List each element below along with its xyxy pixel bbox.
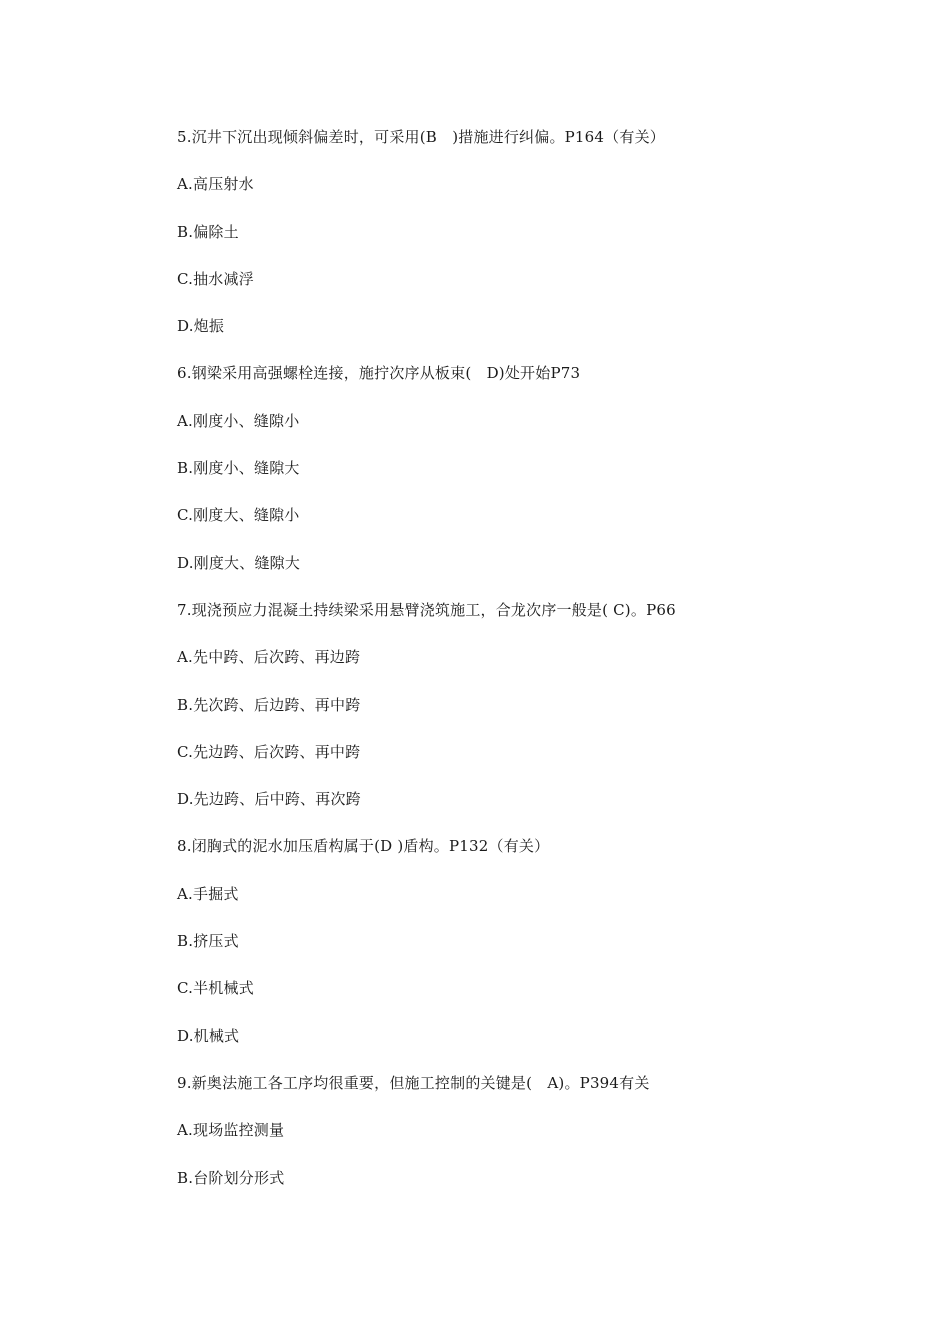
option-c: C.抽水减浮 xyxy=(177,269,254,288)
option-b: B.挤压式 xyxy=(177,932,239,951)
option-c: C.半机械式 xyxy=(177,979,254,998)
option-b: B.刚度小、缝隙大 xyxy=(177,459,300,478)
option-c: C.先边跨、后次跨、再中跨 xyxy=(177,742,361,761)
option-a: A.刚度小、缝隙小 xyxy=(177,411,300,430)
option-c: C.刚度大、缝隙小 xyxy=(177,506,300,525)
option-d: D.先边跨、后中跨、再次跨 xyxy=(177,790,361,809)
option-a: A.先中跨、后次跨、再边跨 xyxy=(177,648,361,667)
option-a: A.现场监控测量 xyxy=(177,1121,285,1140)
question-stem: 5.沉井下沉出现倾斜偏差时，可采用(B )措施进行纠偏。P164（有关） xyxy=(177,128,665,146)
question-stem: 7.现浇预应力混凝土持续梁采用悬臂浇筑施工，合龙次序一般是( C)。P66 xyxy=(177,600,676,619)
option-d: D.炮振 xyxy=(177,317,225,336)
question-list xyxy=(177,124,877,1212)
option-a: A.手掘式 xyxy=(177,884,239,903)
option-b: B.先次跨、后边跨、再中跨 xyxy=(177,695,361,714)
option-d: D.刚度大、缝隙大 xyxy=(177,553,301,572)
question-stem: 9.新奥法施工各工序均很重要，但施工控制的关键是( A)。P394有关 xyxy=(177,1073,650,1092)
question-stem: 6.钢梁采用高强螺栓连接，施拧次序从板束( D)处开始P73 xyxy=(177,364,581,383)
question-stem: 8.闭胸式的泥水加压盾构属于(D )盾构。P132（有关） xyxy=(177,837,550,856)
option-d: D.机械式 xyxy=(177,1026,240,1045)
option-b: B.台阶划分形式 xyxy=(177,1168,285,1187)
option-a: A.高压射水 xyxy=(177,175,254,194)
option-b: B.偏除土 xyxy=(177,222,239,241)
